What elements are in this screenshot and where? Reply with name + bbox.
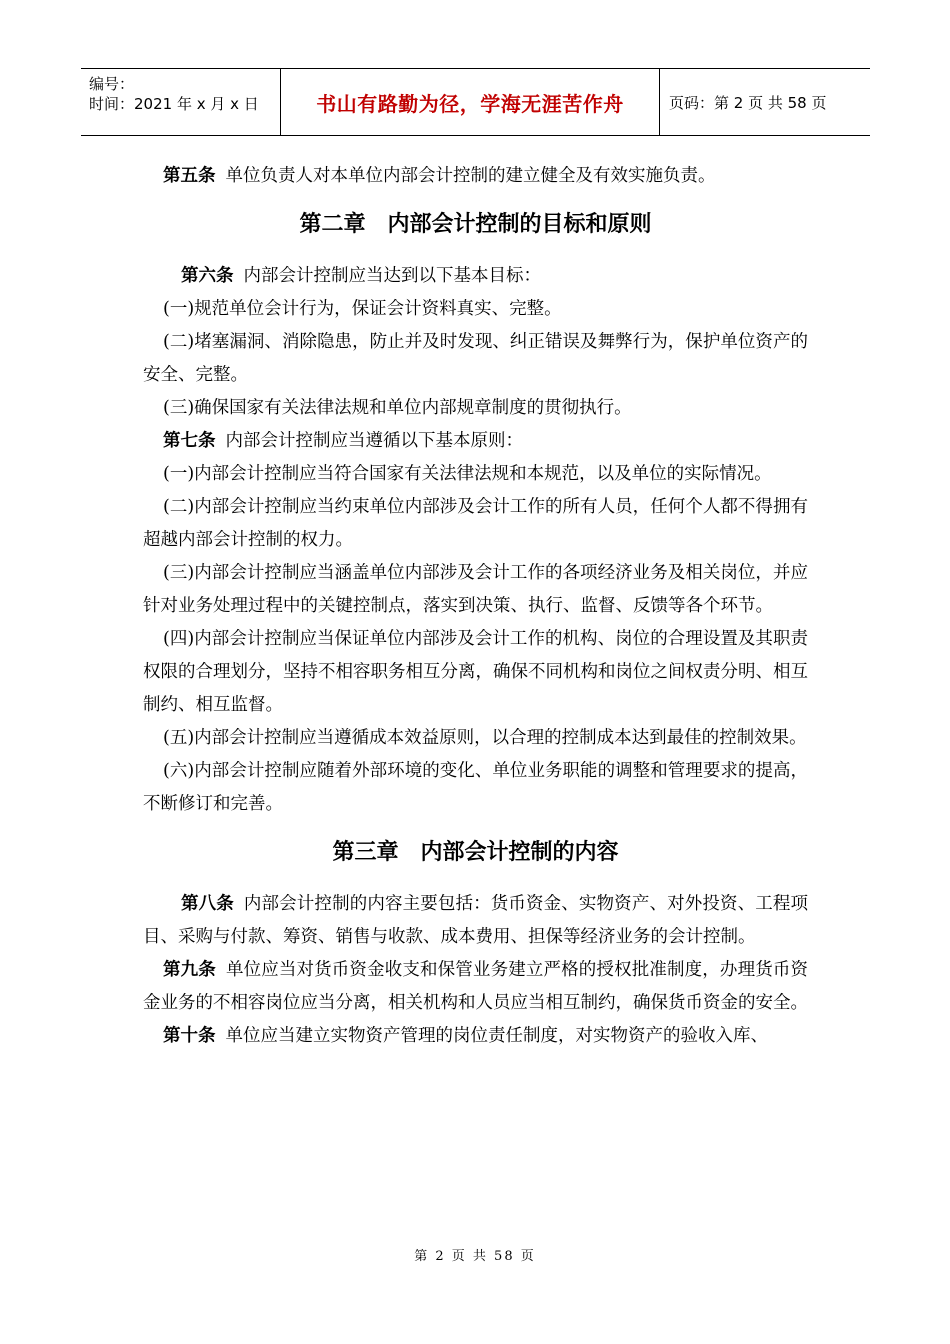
header-meta <box>81 69 281 135</box>
article-7 <box>143 425 808 458</box>
article-lead: 第六条 <box>181 266 234 286</box>
article-lead: 第十条 <box>163 1026 216 1046</box>
page-footer: 第 2 页 共 58 页 <box>414 1249 536 1264</box>
list-item: (一)内部会计控制应当符合国家有关法律法规和本规范，以及单位的实际情况。 <box>163 464 772 484</box>
document-header <box>81 68 870 136</box>
list-item: (三)内部会计控制应当涵盖单位内部涉及会计工作的各项经济业务及相关岗位，并应针对业务处理过程中的关键控制点，落实到决策、执行、监督、反馈等各个环节。 <box>143 563 808 616</box>
article-9 <box>143 954 808 1020</box>
article-8 <box>143 888 808 954</box>
article-text: 内部会计控制的内容主要包括：货币资金、实物资产、对外投资、工程项目、采购与付款、筹资、销售与收款、成本费用、担保等经济业务的会计控制。 <box>143 894 809 947</box>
list-item: (二)堵塞漏洞、消除隐患，防止并及时发现、纠正错误及舞弊行为，保护单位资产的安全、完整。 <box>143 332 808 385</box>
article-text: 单位应当建立实物资产管理的岗位责任制度，对实物资产的验收入库、 <box>225 1026 768 1046</box>
article-lead: 第五条 <box>163 166 216 186</box>
list-item: (五)内部会计控制应当遵循成本效益原则，以合理的控制成本达到最佳的控制效果。 <box>163 728 807 748</box>
article-5 <box>143 160 808 193</box>
header-page-info: 页码：第 2 页 共 58 页 <box>669 93 827 112</box>
article-text: 内部会计控制应当遵循以下基本原则： <box>225 431 523 451</box>
article-text: 单位负责人对本单位内部会计控制的建立健全及有效实施负责。 <box>225 166 716 186</box>
list-item: (三)确保国家有关法律法规和单位内部规章制度的贯彻执行。 <box>163 398 632 418</box>
code-label: 编号： <box>89 75 135 93</box>
chapter-2-heading: 第二章 内部会计控制的目标和原则 <box>299 212 652 237</box>
article-lead: 第九条 <box>163 960 216 980</box>
article-10 <box>143 1020 808 1053</box>
article-text: 内部会计控制应当达到以下基本目标： <box>243 266 541 286</box>
chapter-3-heading: 第三章 内部会计控制的内容 <box>332 840 619 865</box>
article-text: 单位应当对货币资金收支和保管业务建立严格的授权批准制度，办理货币资金业务的不相容岗位应当分离，相关机构和人员应当相互制约，确保货币资金的安全。 <box>143 960 809 1013</box>
document-body <box>143 160 808 1053</box>
article-6 <box>143 260 808 293</box>
header-motto: 书山有路勤为径，学海无涯苦作舟 <box>281 69 660 135</box>
list-item: (一)规范单位会计行为，保证会计资料真实、完整。 <box>163 299 562 319</box>
list-item: (六)内部会计控制应随着外部环境的变化、单位业务职能的调整和管理要求的提高，不断修订和完善。 <box>143 761 808 814</box>
article-lead: 第八条 <box>181 894 234 914</box>
list-item: (二)内部会计控制应当约束单位内部涉及会计工作的所有人员，任何个人都不得拥有超越内部会计控制的权力。 <box>143 497 808 550</box>
article-lead: 第七条 <box>163 431 216 451</box>
list-item: (四)内部会计控制应当保证单位内部涉及会计工作的机构、岗位的合理设置及其职责权限的合理划分，坚持不相容职务相互分离，确保不同机构和岗位之间权责分明、相互制约、相互监督。 <box>143 629 808 715</box>
date-line: 时间：2021 年 x 月 x 日 <box>89 95 259 113</box>
